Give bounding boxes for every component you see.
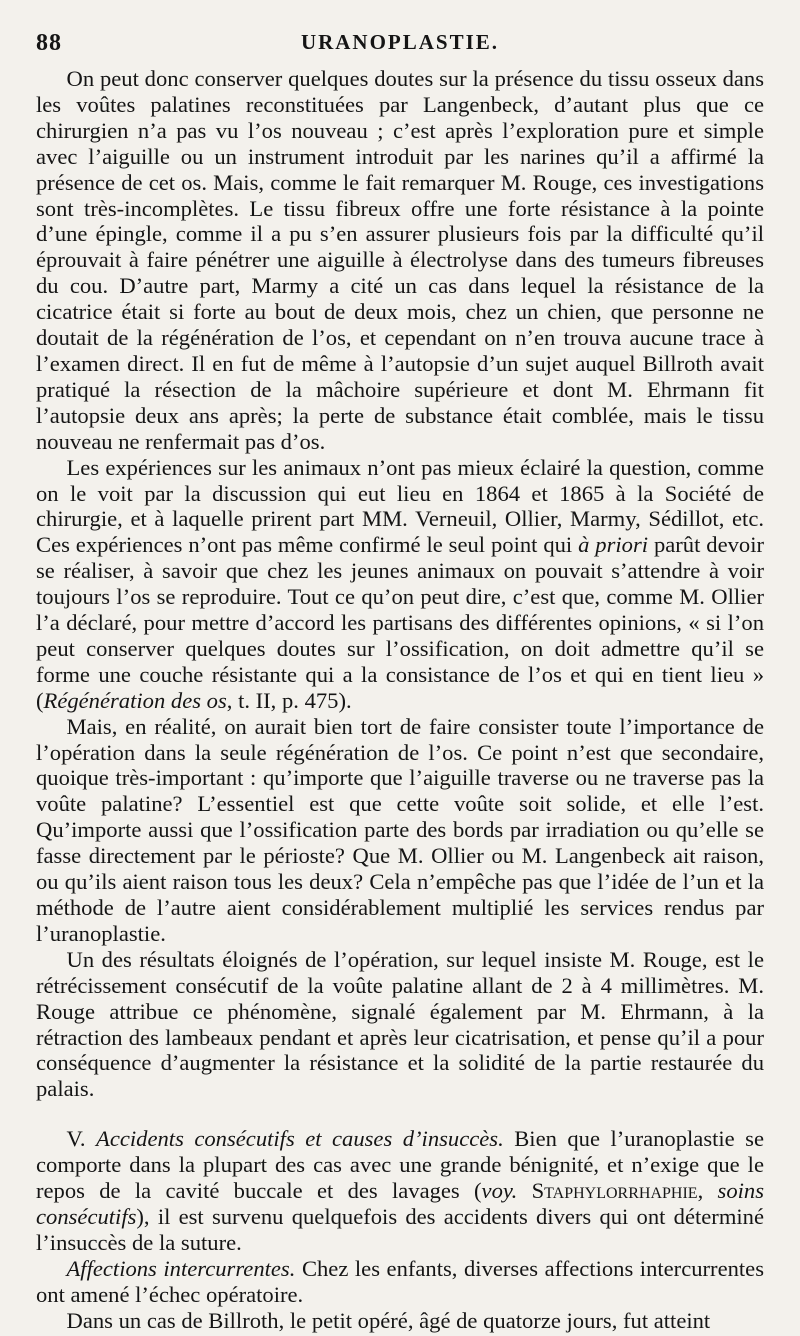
affections-paragraph [36, 1256, 764, 1308]
cross-reference-subtitle: soins consécutifs [36, 1178, 764, 1229]
paragraph-4: Un des résultats éloignés de l’opération, sur lequel insiste M. Rouge, est le rétrécissement consécutif de la voûte palatine allant de 2 à 4 millimètres. M. Rouge attribue ce phénomène, signalé également par M. Ehrmann, à la rétraction des lambeaux pendant et après leur cicatrisation, et pense qu’il a pour conséquence d’augmenter la résistance et la solidité de la partie restaurée du palais. [36, 946, 764, 1102]
page-header [36, 30, 764, 66]
section-gap [36, 1102, 764, 1126]
ref-comma: , [697, 1178, 718, 1204]
citation-title: Régénération des os [43, 687, 227, 713]
affections-title: Affections intercurrentes. [66, 1255, 296, 1281]
section-v-paragraph [36, 1126, 764, 1256]
last-paragraph: Dans un cas de Billroth, le petit opéré, âgé de quatorze jours, fut atteint [66, 1307, 711, 1333]
affections-text: Chez les enfants, diverses affections intercurrentes ont amené l’échec opératoire. [36, 1255, 764, 1307]
cross-reference: Staphylorrhaphie [531, 1178, 698, 1204]
section-v-text-1: Bien que l’uranoplastie se comporte dans la plupart des cas avec une grande bénignité, et n’exige que le repos de la cavité buccale et des lavages ( [36, 1126, 765, 1204]
body-text [36, 66, 764, 1334]
voy-italic: voy. [481, 1178, 518, 1204]
paragraph-2-middle: parût devoir se réaliser, à savoir que chez les jeunes animaux on pouvait s’attendre à voir toujours l’os se reproduire. Tout ce qu’on peut dire, c’est que, comme M. Ollier l’a déclaré, pour mettre d’accord les partisans des différentes opinions, « si l’on peut conserver quelques doutes sur l’ossification, on doit admettre qu’il se forme une couche résistante qui a la consistance de l’os et qui en tient lieu » ( [36, 532, 764, 713]
paragraph-2 [36, 455, 764, 714]
section-title: Accidents consécutifs et causes d’insuccès. [96, 1126, 504, 1152]
page-number: 88 [36, 30, 62, 56]
running-title: URANOPLASTIE. [300, 30, 500, 54]
citation-ref: , t. II, p. 475). [226, 687, 352, 713]
section-v-text-2: ), il est survenu quelquefois des accidents divers qui ont déterminé l’insuccès de la suture. [36, 1203, 764, 1255]
space [517, 1178, 531, 1203]
a-priori-italic: à priori [578, 532, 649, 558]
section-number: V. [66, 1126, 97, 1152]
paragraph-1: On peut donc conserver quelques doutes sur la présence du tissu osseux dans les voûtes palatines reconstituées par Langenbeck, d’autant plus que ce chirurgien n’a pas vu l’os nouveau ; c’est après l’exploration pure et simple avec l’aiguille ou un instrument introduit par les narines qu’il a affirmé la présence de cet os. Mais, comme le fait remarquer M. Rouge, ces investigations sont très-incomplètes. Le tissu fibreux offre une forte résistance à la pointe d’une épingle, comme il a pu s’en assurer plusieurs fois par la difficulté qu’il éprouvait à faire pénétrer une aiguille à électrolyse dans des tumeurs fibreuses du cou. D’autre part, Marmy a cité un cas dans lequel la résistance de la cicatrice était si forte au bout de deux mois, chez un chien, que personne ne doutait de la régénération de l’os, et cependant on n’en trouva aucune trace à l’examen direct. Il en fut de même à l’autopsie d’un sujet auquel Billroth avait pratiqué la résection de la mâchoire supérieure et dont M. Ehrmann fit l’autopsie deux ans après; la perte de substance était comblée, mais le tissu nouveau ne renfermait pas d’os. [36, 66, 764, 454]
paragraph-3: Mais, en réalité, on aurait bien tort de faire consister toute l’importance de l’opération dans la seule régénération de l’os. Ce point n’est que secondaire, quoique très-important : qu’importe que l’aiguille traverse ou ne traverse pas la voûte palatine? L’essentiel est que cette voûte soit solide, et elle l’est. Qu’importe aussi que l’ossification parte des bords par irradiation ou qu’elle se fasse directement par le périoste? Que M. Ollier ou M. Langenbeck ait raison, ou qu’ils aient raison tous les deux? Cela n’empêche pas que l’idée de l’un et la méthode de l’autre aient considérablement multiplié les services rendus par l’uranoplastie. [36, 713, 764, 946]
paragraph-2-start: Les expériences sur les animaux n’ont pas mieux éclairé la question, comme on le voit par la discussion qui eut lieu en 1864 et 1865 à la Société de chirurgie, et à laquelle prirent part MM. Verneuil, Ollier, Marmy, Sédillot, etc. Ces expériences n’ont pas même confirmé le seul point qui [36, 454, 764, 558]
